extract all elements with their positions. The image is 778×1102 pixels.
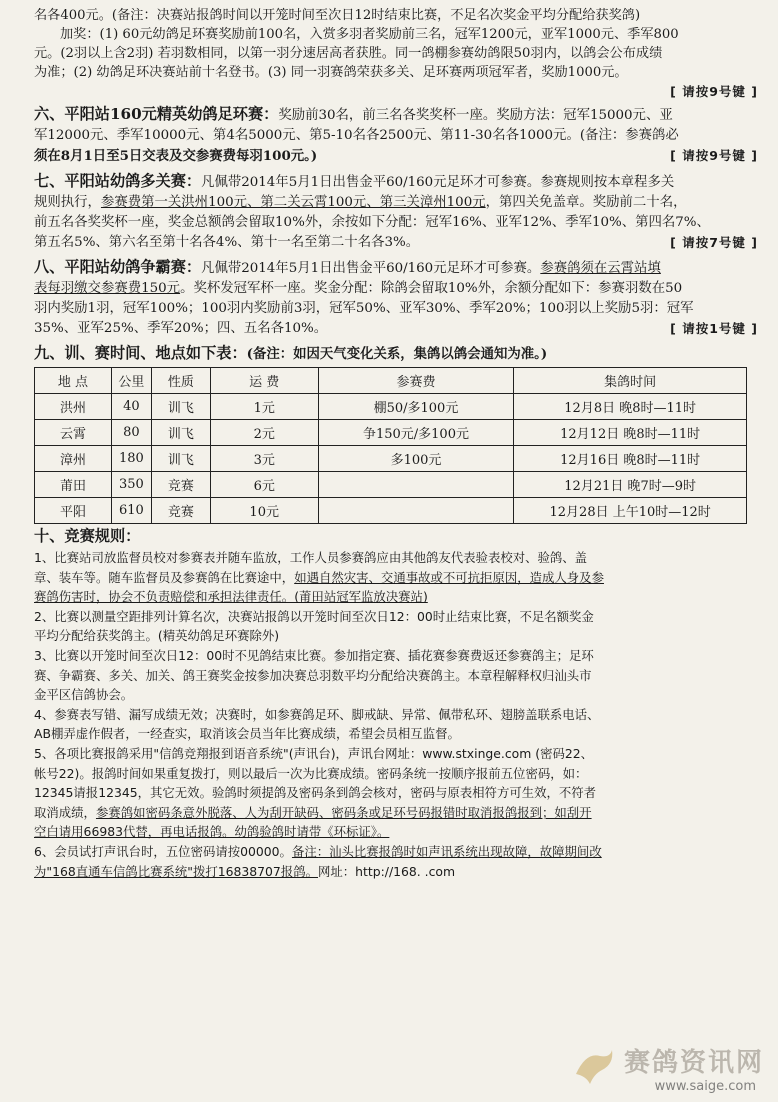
intro-line-1: 名各400元。(备注：决赛站报鸽时间以开笼时间至次日12时结束比赛，不足名次奖金平均分配给获奖鸽) [34,8,641,23]
rule-3-line-1: 3、比赛以开笼时间至次日12：00时不见鸽结束比赛。参加指定赛、插花赛参赛费返还参赛鸽主；足环 [34,647,594,663]
section-7-title: 七、平阳站幼鸽多关赛： [34,172,202,190]
section-6-line-3: 须在8月1日至5日交表及交参赛费每羽100元。) [ 请按9号键 ] [34,148,758,164]
section-7-line-3: 前五名各奖奖杯一座，奖金总额鸽会留取10%外，余按如下分配：冠军16%、亚军12%、季军10%、第四名7%、 [34,215,710,230]
table-cell [318,472,514,498]
table-cell: 竞赛 [151,472,210,498]
table-cell: 棚50/多100元 [318,394,514,420]
section-6-line-2: 军12000元、季军10000元、第4名5000元、第5-10名各2500元、第11-30名各1000元。(备注：参赛鸽必 [34,128,679,143]
watermark-url: www.saige.com [654,1079,756,1094]
section-9-title: 九、训、赛时间、地点如下表： [34,344,247,362]
table-row [35,394,747,420]
table-cell: 610 [111,498,151,524]
rule-4-line-2: AB棚弄虚作假者，一经查实，取消该会员当年比赛成绩，希望会员相互监督。 [34,726,460,742]
intro-line-2: 加奖：(1) 60元幼鸽足环赛奖励前100名，入赏多羽者奖励前三名，冠军1200元，亚军1000元、季军800 [60,27,679,42]
section-8-line-1: 八、平阳站幼鸽争霸赛：凡佩带2014年5月1日出售金平60/160元足环才可参赛。参赛鸽须在云霄站填 [34,258,661,276]
table-cell: 6元 [210,472,318,498]
table-cell: 多100元 [318,446,514,472]
rule-3-line-3: 金平区信鸽协会。 [34,687,134,703]
rule-5-line-2: 帐号22)。报鸽时间如果重复拨打，则以最后一次为比赛成绩。密码条统一按顺序报前五位密码，如： [34,765,588,781]
table-cell: 12月8日 晚8时—11时 [514,394,747,420]
table-cell: 平阳 [35,498,112,524]
table-header: 集鸽时间 [514,368,747,394]
key-hint: [ 请按9号键 ] [670,148,758,163]
table-header: 参赛费 [318,368,514,394]
rule-2-line-1: 2、比赛以测量空距排列计算名次，决赛站报鸽以开笼时间至次日12：00时止结束比赛，不足名额奖金 [34,608,594,624]
table-cell: 12月21日 晚7时—9时 [514,472,747,498]
rule-3-line-2: 赛、争霸赛、多关、加关、鸽王赛奖金按参加决赛总羽数平均分配给决赛鸽主。本章程解释权归汕头市 [34,667,592,683]
table-cell: 训飞 [151,446,210,472]
rule-1-line-1: 1、比赛站司放监督员校对参赛表并随车监放，工作人员参赛鸽应由其他鸽友代表验表校对、验鸽、盖 [34,550,588,565]
document-page [34,6,758,881]
table-cell: 训飞 [151,394,210,420]
rule-5-line-5: 空白请用66983代替，再电话报鸽。幼鸽验鸽时请带《环标证》。 [34,824,390,840]
table-cell: 云霄 [35,420,112,446]
table-cell: 争150元/多100元 [318,420,514,446]
table-row [35,472,747,498]
intro-line-3: 元。(2羽以上含2羽) 若羽数相同，以第一羽分速居高者获胜。同一鸽棚参赛幼鸽限50羽内，以鸽会公布成绩 [34,46,663,61]
pigeon-logo-icon [570,1044,616,1090]
key-hint: [ 请按7号键 ] [670,235,758,250]
rule-6-line-1: 6、会员试打声讯台时，五位密码请按00000。备注：汕头比赛报鸽时如声讯系统出现故障，故障期间改 [34,843,602,859]
table-cell: 40 [111,394,151,420]
section-8-line-3: 羽内奖励1羽，冠军100%；100羽内奖励前3羽，冠军50%、亚军30%、季军20%；100羽以上奖励5羽：冠军 [34,301,694,316]
section-8-title: 八、平阳站幼鸽争霸赛： [34,258,202,276]
intro-line-4: 为准；(2) 幼鸽足环决赛站前十名登书。(3) 同一羽赛鸽荣获多关、足环赛两项冠军者，奖励1000元。 [34,65,628,80]
watermark-brand: 赛鸽资讯网 [623,1048,764,1078]
section-7-line-4: 第五名5%、第六名至第十名各4%、第十一名至第二十名各3%。 [ 请按7号键 ] [34,233,758,253]
rule-5-line-1: 5、各项比赛报鸽采用"信鸽竞翔报到语音系统"(声讯台)，声讯台网址：www.stxinge.com (密码22、 [34,745,594,761]
table-header: 性质 [151,368,210,394]
section-9-heading [34,343,758,365]
section-7-line-1: 七、平阳站幼鸽多关赛：凡佩带2014年5月1日出售金平60/160元足环才可参赛。参赛规则按本章程多关 [34,172,675,190]
table-cell: 12月16日 晚8时—11时 [514,446,747,472]
rules-section [34,526,758,881]
table-cell: 180 [111,446,151,472]
table-header: 公里 [111,368,151,394]
table-cell: 2元 [210,420,318,446]
table-cell: 漳州 [35,446,112,472]
rule-6-line-2: 为"168直通车信鸽比赛系统"拨打16838707报鸽。网址：http://168. .com [34,863,456,879]
table-cell: 12月28日 上午10时—12时 [514,498,747,524]
section-8-line-2: 表每羽缴交参赛费150元。奖杯发冠军杯一座。奖金分配：除鸽会留取10%外，余额分配如下：参赛羽数在50 [34,281,683,296]
section-8-line-4: 35%、亚军25%、季军20%；四、五名各10%。 [ 请按1号键 ] [34,319,758,339]
schedule-table [34,367,747,524]
table-cell: 竞赛 [151,498,210,524]
section-6-title: 六、平阳站160元精英幼鸽足环赛： [34,105,279,123]
section-9-note: (备注：如因天气变化关系，集鸽以鸽会通知为准。) [246,346,548,362]
table-cell: 洪州 [35,394,112,420]
table-cell: 1元 [210,394,318,420]
section-10-title: 十、竞赛规则： [34,527,141,545]
table-cell [318,498,514,524]
table-cell: 350 [111,472,151,498]
key-hint: [ 请按1号键 ] [670,321,758,336]
table-cell: 10元 [210,498,318,524]
table-header-row [35,368,747,394]
table-cell: 训飞 [151,420,210,446]
table-cell: 80 [111,420,151,446]
rule-4-line-1: 4、参赛表写错、漏写成绩无效；决赛时，如参赛鸽足环、脚戒缺、异常、佩带私环、翅膀盖联系电话、 [34,706,600,722]
table-cell: 12月12日 晚8时—11时 [514,420,747,446]
table-header: 地 点 [35,368,112,394]
rule-2-line-2: 平均分配给获奖鸽主。(精英幼鸽足环赛除外) [34,628,280,644]
section-6-line-1: 六、平阳站160元精英幼鸽足环赛：奖励前30名，前三名各奖奖杯一座。奖励方法：冠军15000元、亚 [34,105,673,123]
table-cell: 莆田 [35,472,112,498]
table-row [35,446,747,472]
rule-5-line-4: 取消成绩，参赛鸽如密码条意外脱落、人为刮开缺码、密码条或足环号码报错时取消报鸽报到；如刮开 [34,804,592,820]
rule-1-line-2: 章、装车等。随车监督员及参赛鸽在比赛途中，如遇自然灾害、交通事故或不可抗拒原因，造成人身及参 [34,569,604,585]
table-header: 运 费 [210,368,318,394]
table-row [35,420,747,446]
site-watermark [560,1040,770,1096]
table-cell: 3元 [210,446,318,472]
table-row [35,498,747,524]
section-7-line-2: 规则执行，参赛费第一关洪州100元、第二关云霄100元、第三关漳州100元，第四关免盖章。奖励前二十名， [34,195,687,210]
rule-1-line-3: 赛鸽伤害时，协会不负责赔偿和承担法律责任。(莆田站冠军监放决赛站) [34,589,428,605]
section-10-heading [34,526,758,548]
rule-5-line-3: 12345请报12345，其它无效。验鸽时须提鸽及密码条到鸽会核对，密码与原表相符方可生效，不符者 [34,785,597,801]
key-hint: [ 请按9号键 ] [670,84,758,99]
